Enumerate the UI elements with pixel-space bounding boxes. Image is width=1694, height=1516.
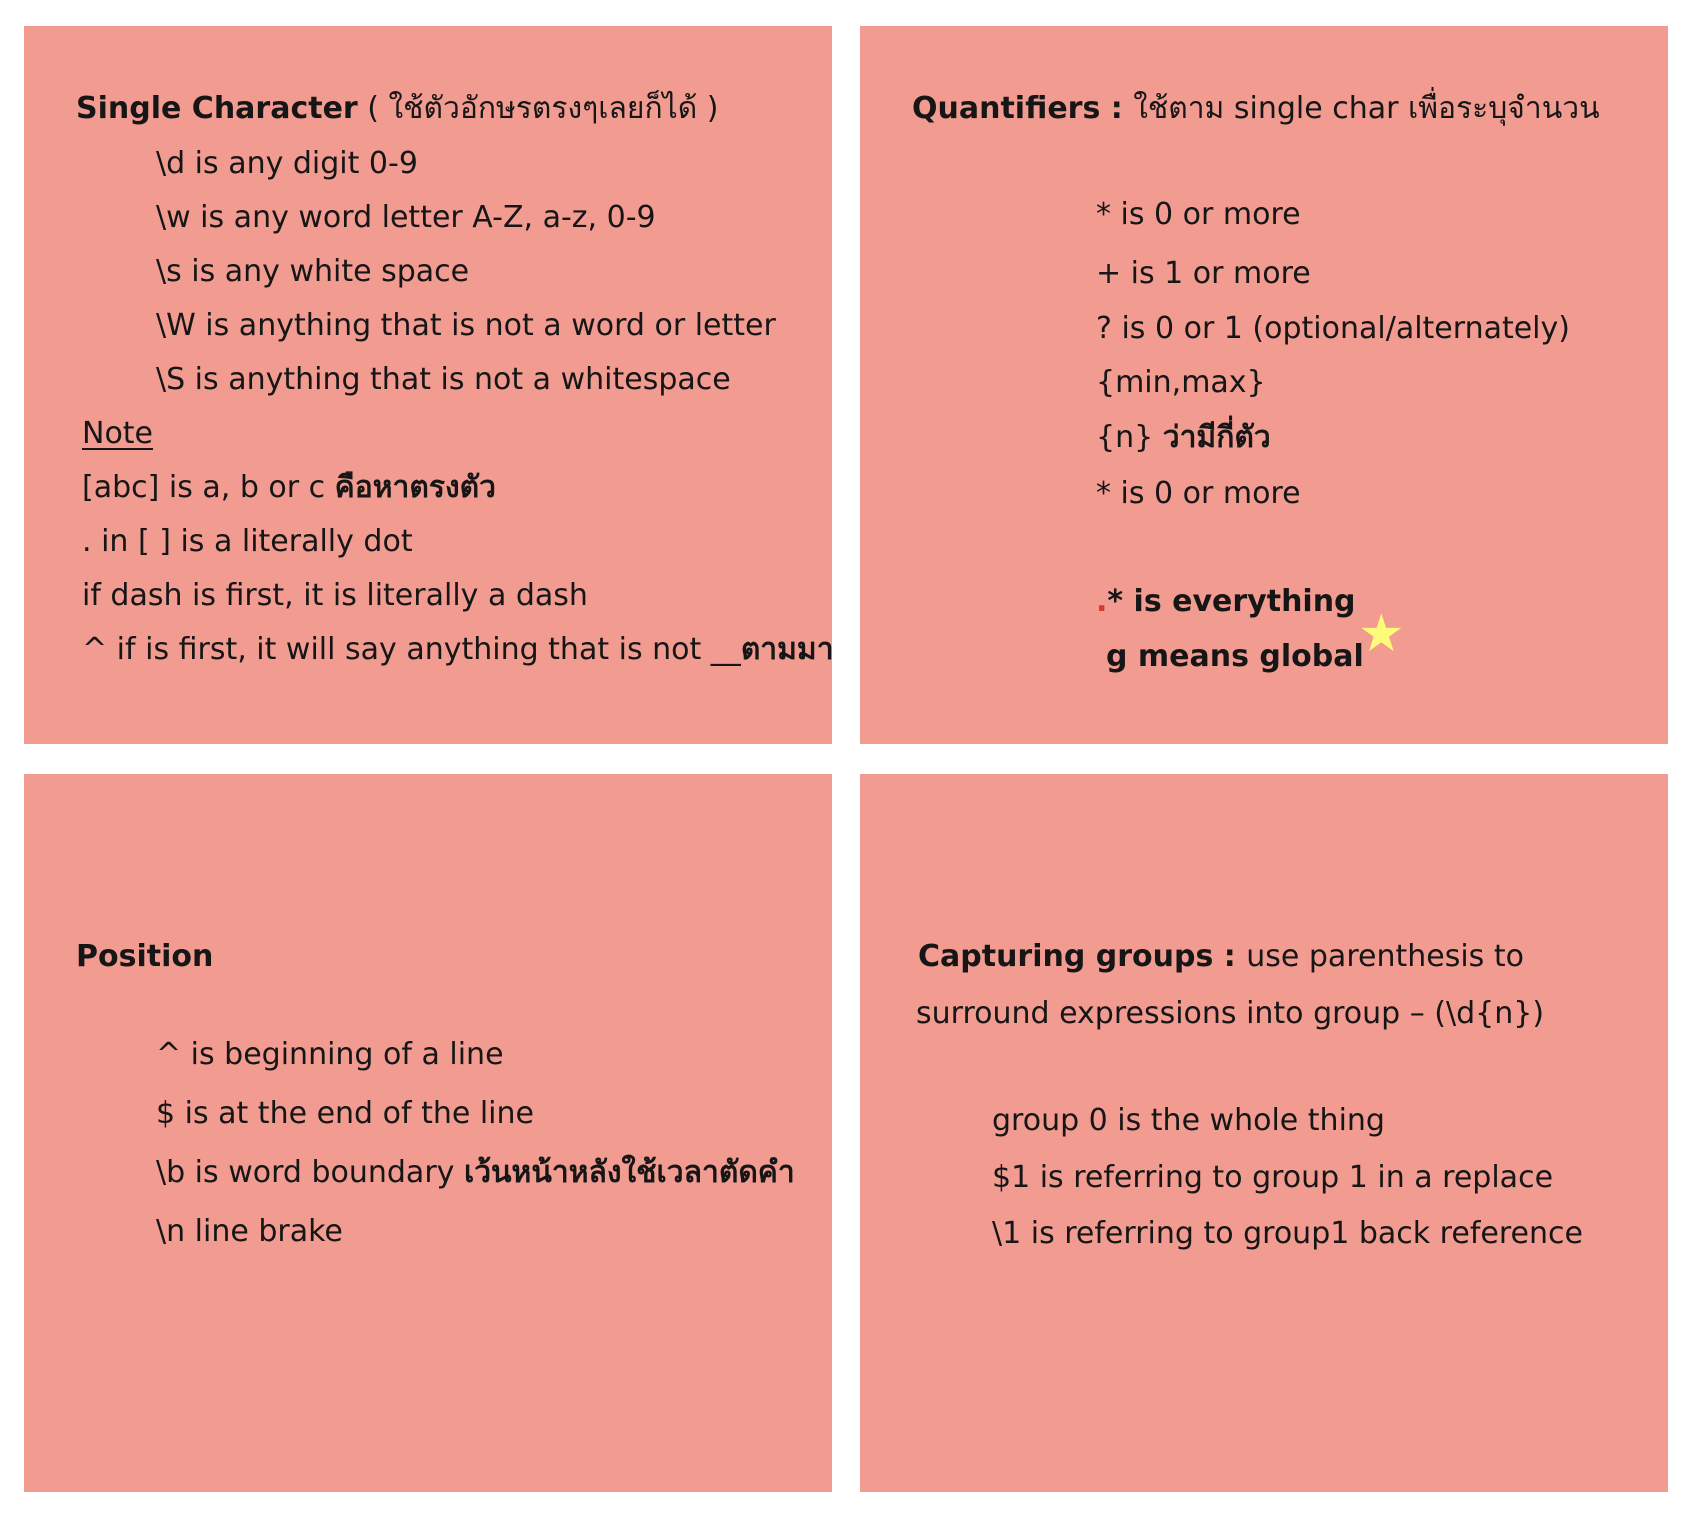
line-start-item: ^ is beginning of a line — [156, 1037, 504, 1072]
quantifiers-title: Quantifiers : — [912, 91, 1134, 126]
star-icon: ★ — [1358, 604, 1405, 664]
capturing-groups-heading — [918, 937, 1524, 977]
word-boundary-item — [156, 1153, 795, 1193]
note-abc — [82, 468, 496, 508]
single-character-card — [24, 26, 832, 744]
group-zero-item: group 0 is the whole thing — [992, 1103, 1385, 1138]
note-dot: . in [ ] is a literally dot — [82, 524, 413, 559]
note-abc-bold: คือหาตรงตัว — [334, 470, 496, 505]
capturing-groups-description: surround expressions into group – (\d{n}) — [916, 996, 1545, 1031]
single-character-subtitle: ( ใช้ตัวอักษรตรงๆเลยก็ได้ ) — [357, 91, 719, 126]
non-word-item: \W is anything that is not a word or letter — [156, 308, 776, 343]
optional-item: ? is 0 or 1 (optional/alternately) — [1096, 311, 1570, 346]
zero-or-more-item: * is 0 or more — [1096, 197, 1301, 232]
position-card — [24, 774, 832, 1492]
note-caret — [82, 630, 834, 670]
single-character-title: Single Character — [76, 91, 358, 126]
zero-or-more-repeat-item: * is 0 or more — [1096, 476, 1301, 511]
everything-item — [1096, 582, 1356, 622]
capturing-groups-card — [860, 774, 1668, 1492]
n-count-bold: ว่ามีกี่ตัว — [1162, 420, 1271, 455]
word-item: \w is any word letter A-Z, a-z, 0-9 — [156, 200, 656, 235]
line-end-item: $ is at the end of the line — [156, 1096, 534, 1131]
digit-item: \d is any digit 0-9 — [156, 146, 418, 181]
min-max-item: {min,max} — [1096, 365, 1266, 400]
position-title: Position — [76, 939, 214, 974]
note-caret-bold: ตามมา — [740, 632, 834, 667]
quantifiers-card — [860, 26, 1668, 744]
back-reference-item: \1 is referring to group1 back reference — [992, 1216, 1583, 1251]
single-character-heading — [76, 89, 718, 129]
note-dash: if dash is first, it is literally a dash — [82, 578, 588, 613]
note-abc-text: [abc] is a, b or c — [82, 470, 335, 505]
quantifiers-heading — [912, 89, 1600, 129]
quantifiers-subtitle: ใช้ตาม single char เพื่อระบุจำนวน — [1133, 91, 1600, 126]
replace-reference-item: $1 is referring to group 1 in a replace — [992, 1160, 1554, 1195]
line-break-item: \n line brake — [156, 1214, 343, 1249]
n-count-text: {n} — [1096, 420, 1163, 455]
non-whitespace-item: \S is anything that is not a whitespace — [156, 362, 731, 397]
global-item: g means global — [1106, 639, 1364, 674]
everything-text: * is everything — [1107, 584, 1356, 619]
word-boundary-text: \b is word boundary — [156, 1155, 464, 1190]
one-or-more-item: + is 1 or more — [1096, 256, 1311, 291]
capturing-groups-title-rest: use parenthesis to — [1246, 939, 1524, 974]
n-count-item — [1096, 418, 1271, 458]
note-label: Note — [82, 416, 154, 451]
everything-dot: . — [1096, 584, 1108, 619]
whitespace-item: \s is any white space — [156, 254, 470, 289]
note-caret-text: ^ if is first, it will say anything that is not __ — [82, 632, 741, 667]
word-boundary-bold: เว้นหน้าหลังใช้เวลาตัดคำ — [463, 1155, 795, 1190]
capturing-groups-title: Capturing groups : — [918, 939, 1247, 974]
